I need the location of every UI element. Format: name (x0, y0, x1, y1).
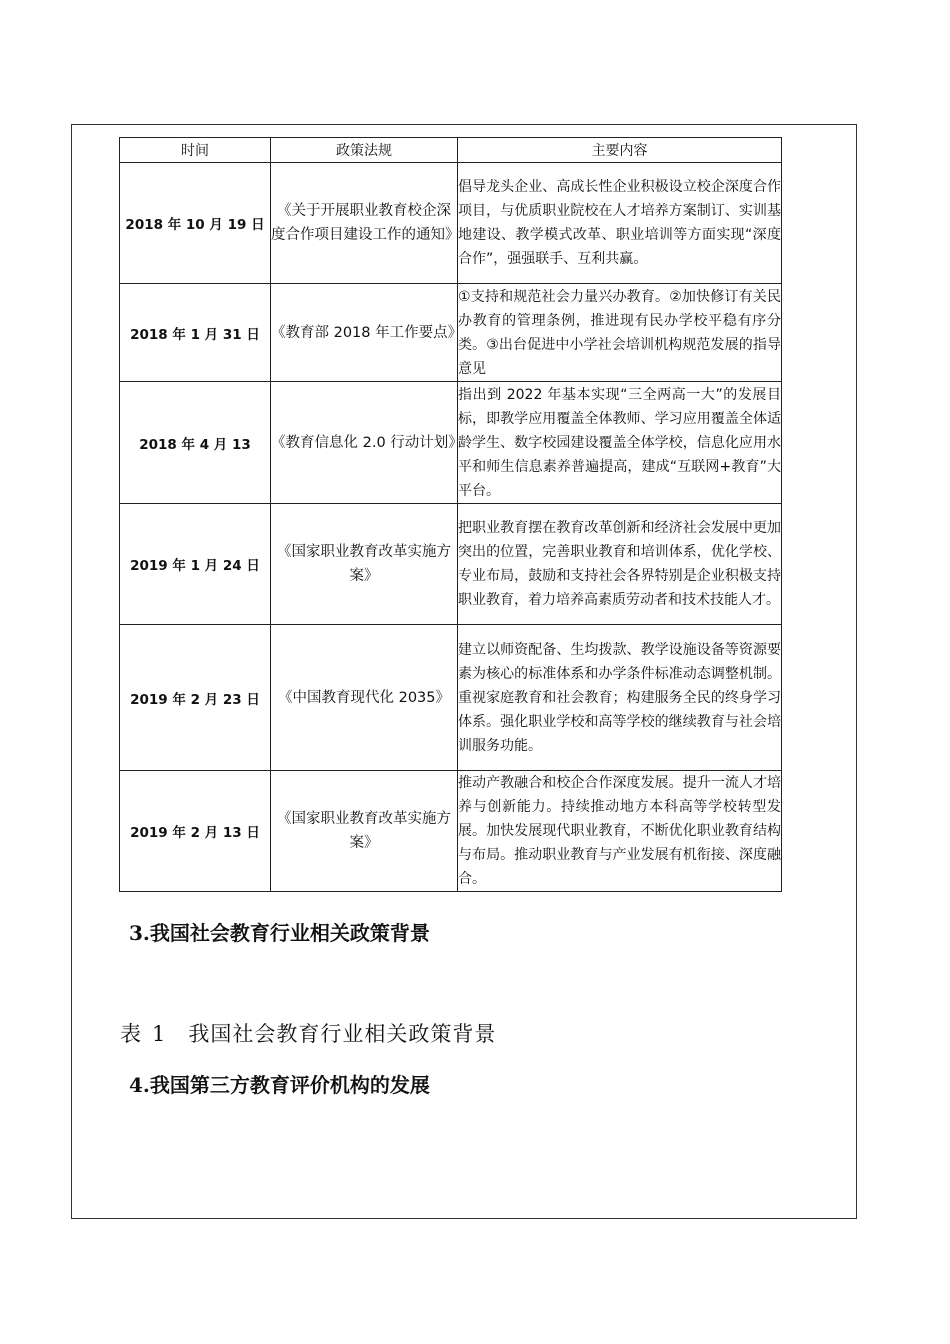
row-content: 推动产教融合和校企合作深度发展。提升一流人才培养与创新能力。持续推动地方本科高等学校转型发展。加快发展现代职业教育，不断优化职业教育结构与布局。推动职业教育与产业发展有机衔接、深度融合。 (458, 771, 782, 892)
caption-number: 1 (152, 1022, 167, 1046)
policy-table (119, 137, 782, 892)
row-content: 倡导龙头企业、高成长性企业积极设立校企深度合作项目，与优质职业院校在人才培养方案制订、实训基地建设、教学模式改革、职业培训等方面实现“深度合作”，强强联手、互利共赢。 (458, 163, 782, 284)
row-date: 2019 年 2 月 13 日 (120, 771, 271, 892)
header-content: 主要内容 (458, 138, 782, 163)
table-row (120, 771, 782, 892)
row-content: ①支持和规范社会力量兴办教育。②加快修订有关民办教育的管理条例，推进现有民办学校平稳有序分类。③出台促进中小学社会培训机构规范发展的指导意见 (458, 284, 782, 382)
section-3-heading: 3.我国社会教育行业相关政策背景 (129, 921, 430, 945)
table-row (120, 504, 782, 625)
row-date: 2018 年 1 月 31 日 (120, 284, 271, 382)
row-policy: 《教育信息化 2.0 行动计划》 (271, 382, 458, 504)
table-row (120, 625, 782, 771)
section-4-heading: 4.我国第三方教育评价机构的发展 (129, 1073, 430, 1097)
caption-text: 我国社会教育行业相关政策背景 (188, 1022, 497, 1046)
row-date: 2018 年 4 月 13 (120, 382, 271, 504)
caption-label: 表 (120, 1022, 142, 1046)
row-date: 2019 年 1 月 24 日 (120, 504, 271, 625)
row-policy: 《教育部 2018 年工作要点》 (271, 284, 458, 382)
row-content: 把职业教育摆在教育改革创新和经济社会发展中更加突出的位置，完善职业教育和培训体系，优化学校、专业布局，鼓励和支持社会各界特别是企业积极支持职业教育，着力培养高素质劳动者和技术技能人才。 (458, 504, 782, 625)
table-row (120, 382, 782, 504)
table-caption (120, 1018, 496, 1048)
table-row (120, 284, 782, 382)
row-policy: 《关于开展职业教育校企深度合作项目建设工作的通知》 (271, 163, 458, 284)
header-policy: 政策法规 (271, 138, 458, 163)
header-time: 时间 (120, 138, 271, 163)
table-header-row (120, 138, 782, 163)
table-row (120, 163, 782, 284)
row-policy: 《中国教育现代化 2035》 (271, 625, 458, 771)
row-date: 2018 年 10 月 19 日 (120, 163, 271, 284)
row-content: 指出到 2022 年基本实现“三全两高一大”的发展目标，即教学应用覆盖全体教师、学习应用覆盖全体适龄学生、数字校园建设覆盖全体学校，信息化应用水平和师生信息素养普遍提高，建成“互联网+教育”大平台。 (458, 382, 782, 504)
row-policy: 《国家职业教育改革实施方案》 (271, 771, 458, 892)
row-content: 建立以师资配备、生均拨款、教学设施设备等资源要素为核心的标准体系和办学条件标准动态调整机制。重视家庭教育和社会教育；构建服务全民的终身学习体系。强化职业学校和高等学校的继续教育与社会培训服务功能。 (458, 625, 782, 771)
row-policy: 《国家职业教育改革实施方案》 (271, 504, 458, 625)
row-date: 2019 年 2 月 23 日 (120, 625, 271, 771)
